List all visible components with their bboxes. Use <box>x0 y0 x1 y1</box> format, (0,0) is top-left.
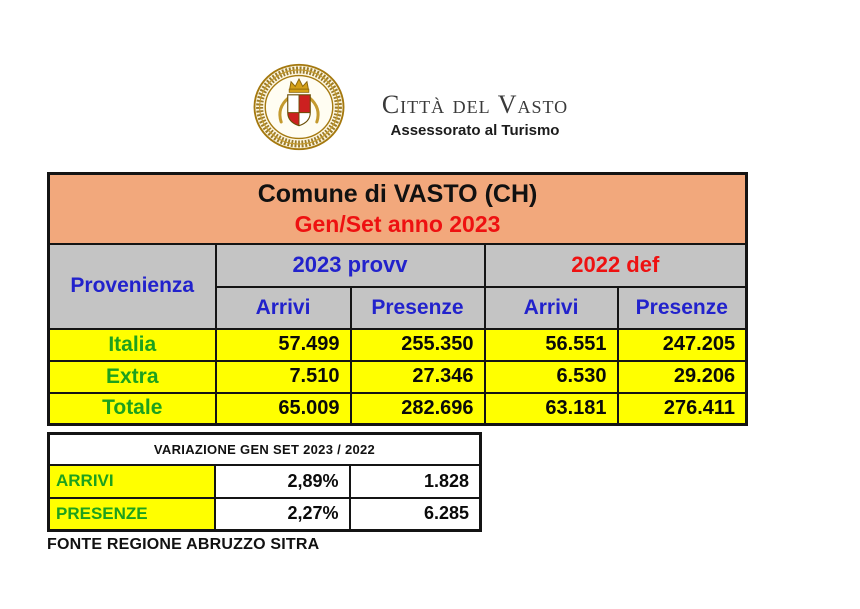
table-title: Comune di VASTO (CH) <box>257 179 538 208</box>
row-label-extra: Extra <box>49 361 216 393</box>
table-row-extra <box>49 361 747 393</box>
extra-presenze-2023: 27.346 <box>351 361 485 393</box>
totale-presenze-2023: 282.696 <box>351 393 485 425</box>
row-label-totale: Totale <box>49 393 216 425</box>
extra-arrivi-2023: 7.510 <box>216 361 351 393</box>
table-row-italia <box>49 329 747 361</box>
city-seal-logo <box>252 62 346 152</box>
table-row-arrivi-variation <box>49 465 481 498</box>
column-header-presenze-2022: Presenze <box>618 287 747 329</box>
variation-table-title: VARIAZIONE GEN SET 2023 / 2022 <box>49 434 481 465</box>
brand-text-block <box>380 90 570 139</box>
column-header-provenienza: Provenienza <box>49 244 216 329</box>
table-period-subtitle: Gen/Set anno 2023 <box>294 210 501 237</box>
table-row-presenze-variation <box>49 498 481 531</box>
presenze-variation-percent: 2,27% <box>215 498 350 531</box>
italia-arrivi-2023: 57.499 <box>216 329 351 361</box>
column-group-2022-def: 2022 def <box>485 244 747 287</box>
tourism-stats-table <box>47 172 748 426</box>
italia-presenze-2022: 247.205 <box>618 329 747 361</box>
row-label-presenze: PRESENZE <box>49 498 215 531</box>
column-header-arrivi-2022: Arrivi <box>485 287 618 329</box>
column-group-2023-provv: 2023 provv <box>216 244 485 287</box>
brand-header <box>252 62 569 152</box>
italia-presenze-2023: 255.350 <box>351 329 485 361</box>
row-label-italia: Italia <box>49 329 216 361</box>
brand-subtitle: Assessorato al Turismo <box>390 122 560 139</box>
variation-title-row <box>49 434 481 465</box>
source-note: FONTE REGIONE ABRUZZO SITRA <box>47 536 320 553</box>
column-header-arrivi-2023: Arrivi <box>216 287 351 329</box>
presenze-variation-delta: 6.285 <box>350 498 481 531</box>
row-label-arrivi: ARRIVI <box>49 465 215 498</box>
table-title-row <box>49 174 747 244</box>
italia-arrivi-2022: 56.551 <box>485 329 618 361</box>
group-header-row <box>49 244 747 287</box>
totale-presenze-2022: 276.411 <box>618 393 747 425</box>
table-row-totale <box>49 393 747 425</box>
totale-arrivi-2023: 65.009 <box>216 393 351 425</box>
totale-arrivi-2022: 63.181 <box>485 393 618 425</box>
extra-presenze-2022: 29.206 <box>618 361 747 393</box>
variation-table <box>47 432 482 532</box>
extra-arrivi-2022: 6.530 <box>485 361 618 393</box>
table-title-cell <box>49 174 747 244</box>
arrivi-variation-percent: 2,89% <box>215 465 350 498</box>
arrivi-variation-delta: 1.828 <box>350 465 481 498</box>
brand-title: Città del Vasto <box>381 90 569 119</box>
column-header-presenze-2023: Presenze <box>351 287 485 329</box>
